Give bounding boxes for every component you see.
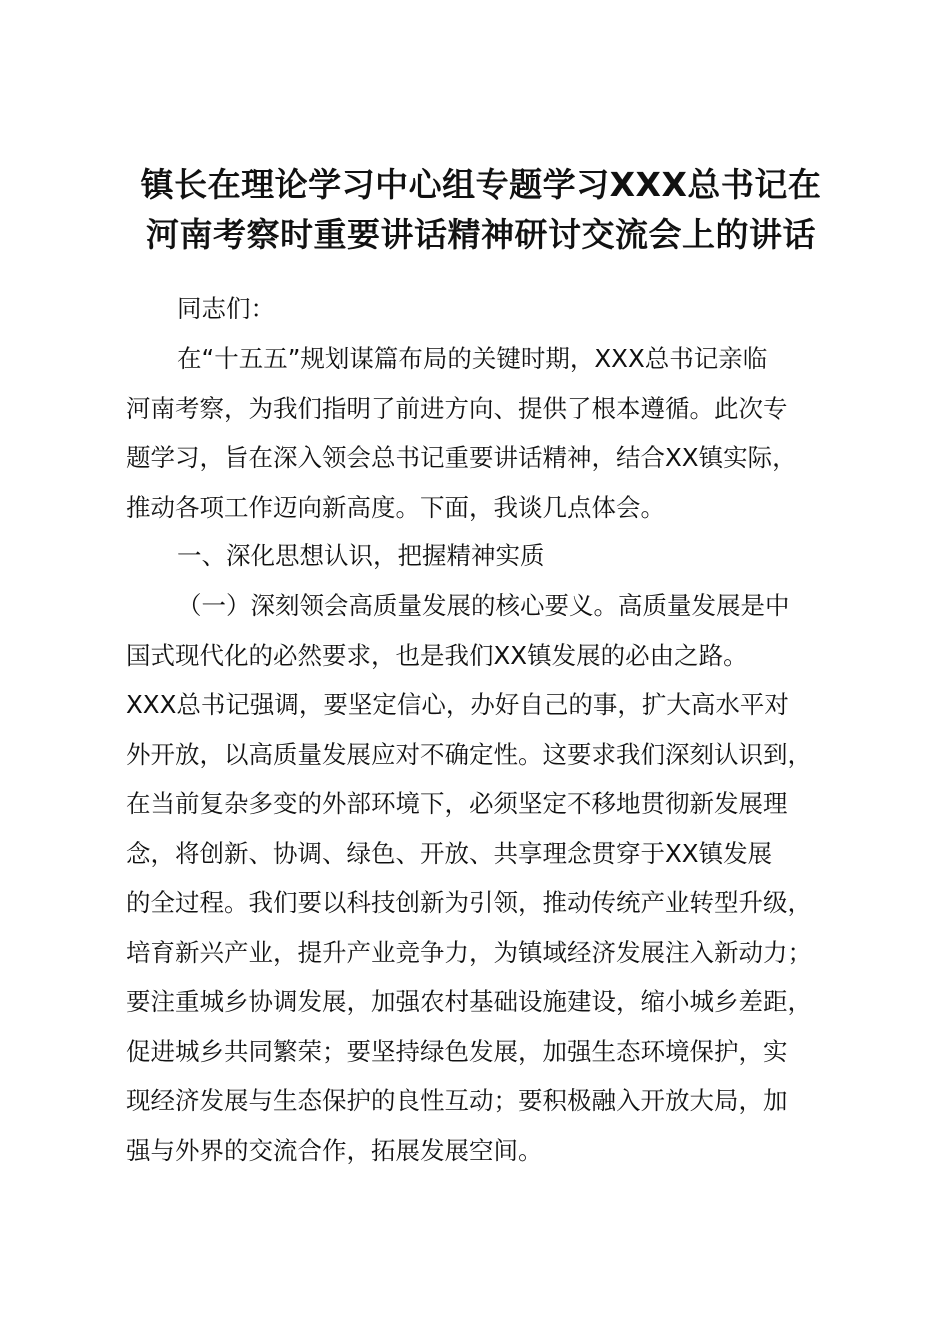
text-line: 现经济发展与生态保护的良性互动；要积极融入开放大局，加 <box>126 1086 788 1115</box>
text-line: 推动各项工作迈向新高度。下面，我谈几点体会。 <box>126 492 665 522</box>
text-line: 念，将创新、协调、绿色、开放、共享理念贯穿于XX镇发展 <box>126 838 773 868</box>
text-line: 在当前复杂多变的外部环境下，必须坚定不移地贯彻新发展理 <box>126 789 788 818</box>
text-line: XXX总书记强调，要坚定信心，办好自己的事，扩大高水平对 <box>126 690 789 719</box>
greeting-text: 同志们： <box>177 294 275 323</box>
section-heading <box>126 531 856 581</box>
text-line: 培育新兴产业，提升产业竞争力，为镇域经济发展注入新动力； <box>126 937 812 967</box>
text-line: 促进城乡共同繁荣；要坚持绿色发展，加强生态环境保护，实 <box>126 1036 788 1066</box>
title-line: 河南考察时重要讲话精神研讨交流会上的讲话 <box>146 215 816 254</box>
section-heading-text: 一、深化思想认识，把握精神实质 <box>177 541 545 570</box>
text-line: 外开放，以高质量发展应对不确定性。这要求我们深刻认识到， <box>126 739 812 769</box>
text-line: 强与外界的交流合作，拓展发展空间。 <box>126 1135 543 1165</box>
text-line: 国式现代化的必然要求，也是我们XX镇发展的必由之路。 <box>126 640 748 670</box>
document-title <box>126 160 836 260</box>
paragraph-intro <box>126 334 856 532</box>
paragraph-subsection-1 <box>126 581 856 1175</box>
text-line: 河南考察，为我们指明了前进方向、提供了根本遵循。此次专 <box>126 393 788 423</box>
title-line: 镇长在理论学习中心组专题学习XXX总书记在 <box>140 165 822 204</box>
text-line: 的全过程。我们要以科技创新为引领，推动传统产业转型升级， <box>126 888 812 917</box>
text-line: （一）深刻领会高质量发展的核心要义。高质量发展是中 <box>177 591 790 620</box>
text-line: 要注重城乡协调发展，加强农村基础设施建设，缩小城乡差距， <box>126 987 812 1016</box>
text-line: 在“十五五”规划谋篇布局的关键时期，XXX总书记亲临 <box>177 344 768 373</box>
greeting <box>126 284 856 334</box>
text-line: 题学习，旨在深入领会总书记重要讲话精神，结合XX镇实际， <box>126 443 797 472</box>
